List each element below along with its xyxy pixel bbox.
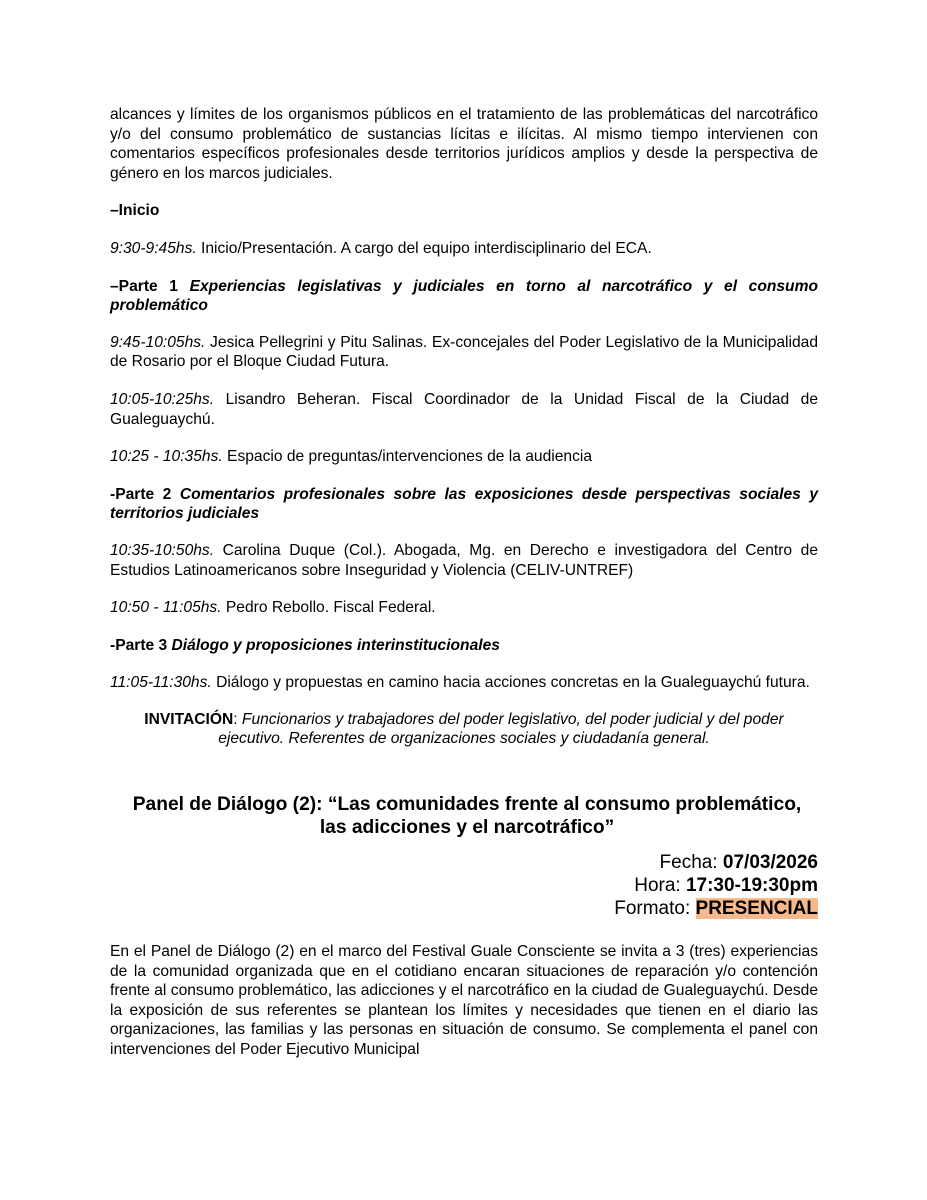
invitacion-line-2: ejecutivo. Referentes de organizaciones sociales y ciudadanía general. [218, 730, 710, 748]
parte2-item-2 [110, 598, 818, 618]
parte3-heading [110, 636, 818, 656]
parte1-item-3 [110, 447, 818, 467]
parte3-item-1-time: 11:05-11:30hs. [110, 674, 212, 692]
panel2-title [110, 793, 818, 839]
inicio-heading: –Inicio [110, 202, 160, 220]
fecha-value: 07/03/2026 [722, 852, 818, 874]
formato-value: PRESENCIAL [695, 898, 818, 920]
parte1-heading [110, 277, 818, 316]
document-page [110, 105, 818, 1060]
invitacion-label: INVITACIÓN [144, 710, 234, 728]
parte1-item-1-time: 9:45-10:05hs. [110, 333, 206, 351]
parte3-item-1 [110, 673, 818, 693]
parte1-item-2-time: 10:05-10:25hs. [110, 390, 215, 408]
invitacion-text-1: Funcionarios y trabajadores del poder legislativo, del poder judicial y del poder [241, 710, 784, 728]
invitacion-line-1 [116, 710, 812, 730]
parte3-item-1-text: Diálogo y propuestas en camino hacia acciones concretas en la Gualeguaychú futura. [211, 674, 810, 692]
formato-row [110, 897, 818, 920]
intro-paragraph: alcances y límites de los organismos públicos en el tratamiento de las problemáticas del narcotráfico y/o del consumo problemático de sustancias lícitas e ilícitas. Al mismo tiempo intervienen con comentarios específicos profesionales desde territorios jurídicos amplios y desde la perspectiva de género en los marcos judiciales. [110, 106, 818, 182]
parte2-heading [110, 485, 818, 524]
parte2-title: Comentarios profesionales sobre las exposiciones desde perspectivas sociales y territorios judiciales [110, 485, 818, 523]
fecha-row [110, 851, 818, 874]
formato-label: Formato: [614, 898, 696, 920]
parte1-item-1-text: Jesica Pellegrini y Pitu Salinas. Ex-concejales del Poder Legislativo de la Municipalidad de Rosario por el Bloque Ciudad Futura. [110, 333, 818, 371]
parte1-item-3-text: Espacio de preguntas/intervenciones de la audiencia [222, 448, 593, 466]
panel2-title-line-1: Panel de Diálogo (2): “Las comunidades frente al consumo problemático, [132, 794, 802, 816]
inicio-text: Inicio/Presentación. A cargo del equipo interdisciplinario del ECA. [196, 239, 652, 257]
fecha-label: Fecha: [659, 852, 723, 874]
invitacion-colon: : [233, 710, 242, 728]
parte2-label: -Parte 2 [110, 485, 180, 503]
hora-row [110, 874, 818, 897]
parte2-item-2-time: 10:50 - 11:05hs. [110, 599, 222, 617]
parte2-item-1 [110, 541, 818, 580]
panel2-meta [110, 851, 818, 920]
parte1-item-1 [110, 333, 818, 372]
parte2-item-2-text: Pedro Rebollo. Fiscal Federal. [221, 599, 436, 617]
parte1-item-2 [110, 390, 818, 429]
hora-label: Hora: [634, 875, 686, 897]
inicio-time: 9:30-9:45hs. [110, 239, 197, 257]
parte2-item-1-time: 10:35-10:50hs. [110, 541, 215, 559]
parte1-label: –Parte 1 [110, 277, 190, 295]
parte1-item-2-text: Lisandro Beheran. Fiscal Coordinador de la Unidad Fiscal de la Ciudad de Gualeguaychú. [110, 390, 818, 428]
hora-value: 17:30-19:30pm [685, 875, 818, 897]
parte1-title: Experiencias legislativas y judiciales en torno al narcotráfico y el consumo problemático [110, 277, 818, 315]
parte3-title: Diálogo y proposiciones interinstitucionales [171, 636, 500, 654]
parte1-item-3-time: 10:25 - 10:35hs. [110, 448, 223, 466]
parte3-label: -Parte 3 [110, 636, 172, 654]
inicio-item [110, 239, 818, 259]
panel2-title-line-2: las adicciones y el narcotráfico” [319, 817, 615, 839]
invitacion-block [110, 710, 818, 749]
parte2-item-1-text: Carolina Duque (Col.). Abogada, Mg. en Derecho e investigadora del Centro de Estudios Latinoamericanos sobre Inseguridad y Violencia (CELIV-UNTREF) [110, 541, 818, 579]
panel2-paragraph: En el Panel de Diálogo (2) en el marco del Festival Guale Consciente se invita a 3 (tres) experiencias de la comunidad organizada que en el cotidiano encaran situaciones de reparación y/o contención frente al consumo problemático, las adicciones y el narcotráfico en la ciudad de Gualeguaychú. Desde la exposición de sus referentes se plantean los límites y necesidades que tienen en el diario las organizaciones, las familias y las personas en situación de consumo. Se complementa el panel con intervenciones del Poder Ejecutivo Municipal [110, 943, 818, 1059]
